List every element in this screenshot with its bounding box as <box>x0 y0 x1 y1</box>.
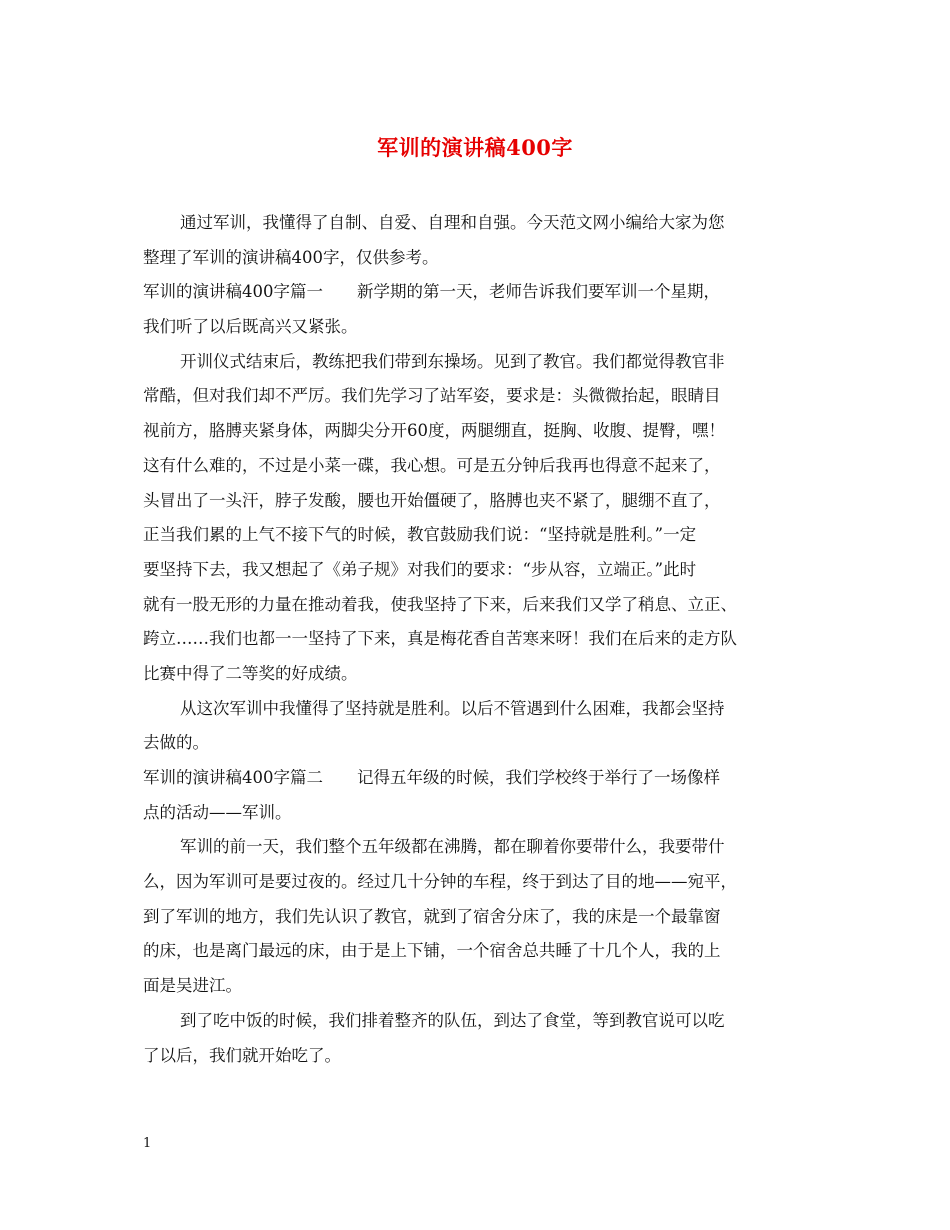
page-number: 1 <box>143 1136 152 1151</box>
document-body <box>143 206 813 1073</box>
paragraph-line: 去做的。 <box>143 733 209 753</box>
paragraph-line: 比赛中得了二等奖的好成绩。 <box>143 663 358 683</box>
paragraph-line: 头冒出了一头汗，脖子发酸，腰也开始僵硬了，胳膊也夹不紧了，腿绷不直了， <box>143 490 721 510</box>
paragraph-line: 正当我们累的上气不接下气的时候，教官鼓励我们说：“坚持就是胜利。”一定 <box>143 525 697 545</box>
section-heading: 军训的演讲稿400字篇一 <box>143 282 323 302</box>
intro-line: 整理了军训的演讲稿400字，仅供参考。 <box>143 247 439 267</box>
intro-line: 通过军训，我懂得了自制、自爱、自理和自强。今天范文网小编给大家为您 <box>180 213 725 232</box>
paragraph-line: 要坚持下去，我又想起了《弟子规》对我们的要求：“步从容，立端正。”此时 <box>143 559 697 579</box>
paragraph-line: 到了军训的地方，我们先认识了教官，就到了宿舍分床了，我的床是一个最靠窗 <box>143 906 721 926</box>
paragraph-line: 从这次军训中我懂得了坚持就是胜利。以后不管遇到什么困难，我都会坚持 <box>180 698 725 718</box>
paragraph-line: 军训的前一天，我们整个五年级都在沸腾，都在聊着你要带什么，我要带什 <box>180 837 725 857</box>
paragraph-line: 跨立……我们也都一一坚持了下来，真是梅花香自苦寒来呀！我们在后来的走方队 <box>143 629 737 649</box>
section-heading: 军训的演讲稿400字篇二 <box>143 768 323 787</box>
paragraph-line: 么，因为军训可是要过夜的。经过几十分钟的车程，终于到达了目的地——宛平， <box>143 872 737 892</box>
paragraph-line: 面是吴进江。 <box>143 976 242 996</box>
section-heading-line <box>143 275 813 310</box>
section-heading-line <box>143 761 813 796</box>
paragraph-line: 我们听了以后既高兴又紧张。 <box>143 317 358 337</box>
paragraph-line: 视前方，胳膊夹紧身体，两脚尖分开60度，两腿绷直，挺胸、收腹、提臀，嘿！ <box>143 421 725 441</box>
paragraph-line: 常酷，但对我们却不严厉。我们先学习了站军姿，要求是：头微微抬起，眼睛目 <box>143 386 721 406</box>
section-text: 记得五年级的时候，我们学校终于举行了一场像样 <box>357 768 720 787</box>
paragraph-line: 点的活动——军训。 <box>143 802 292 822</box>
paragraph-line: 这有什么难的，不过是小菜一碟，我心想。可是五分钟后我再也得意不起来了， <box>143 455 721 475</box>
paragraph-line: 就有一股无形的力量在推动着我，使我坚持了下来，后来我们又学了稍息、立正、 <box>143 594 737 614</box>
paragraph-line: 到了吃中饭的时候，我们排着整齐的队伍，到达了食堂，等到教官说可以吃 <box>180 1010 725 1030</box>
paragraph-line: 的床，也是离门最远的床，由于是上下铺，一个宿舍总共睡了十几个人，我的上 <box>143 941 721 961</box>
document-title: 军训的演讲稿400字 <box>377 135 573 160</box>
section-text: 新学期的第一天，老师告诉我们要军训一个星期， <box>357 282 720 302</box>
paragraph-line: 了以后，我们就开始吃了。 <box>143 1045 341 1065</box>
paragraph-line: 开训仪式结束后，教练把我们带到东操场。见到了教官。我们都觉得教官非 <box>180 351 725 371</box>
